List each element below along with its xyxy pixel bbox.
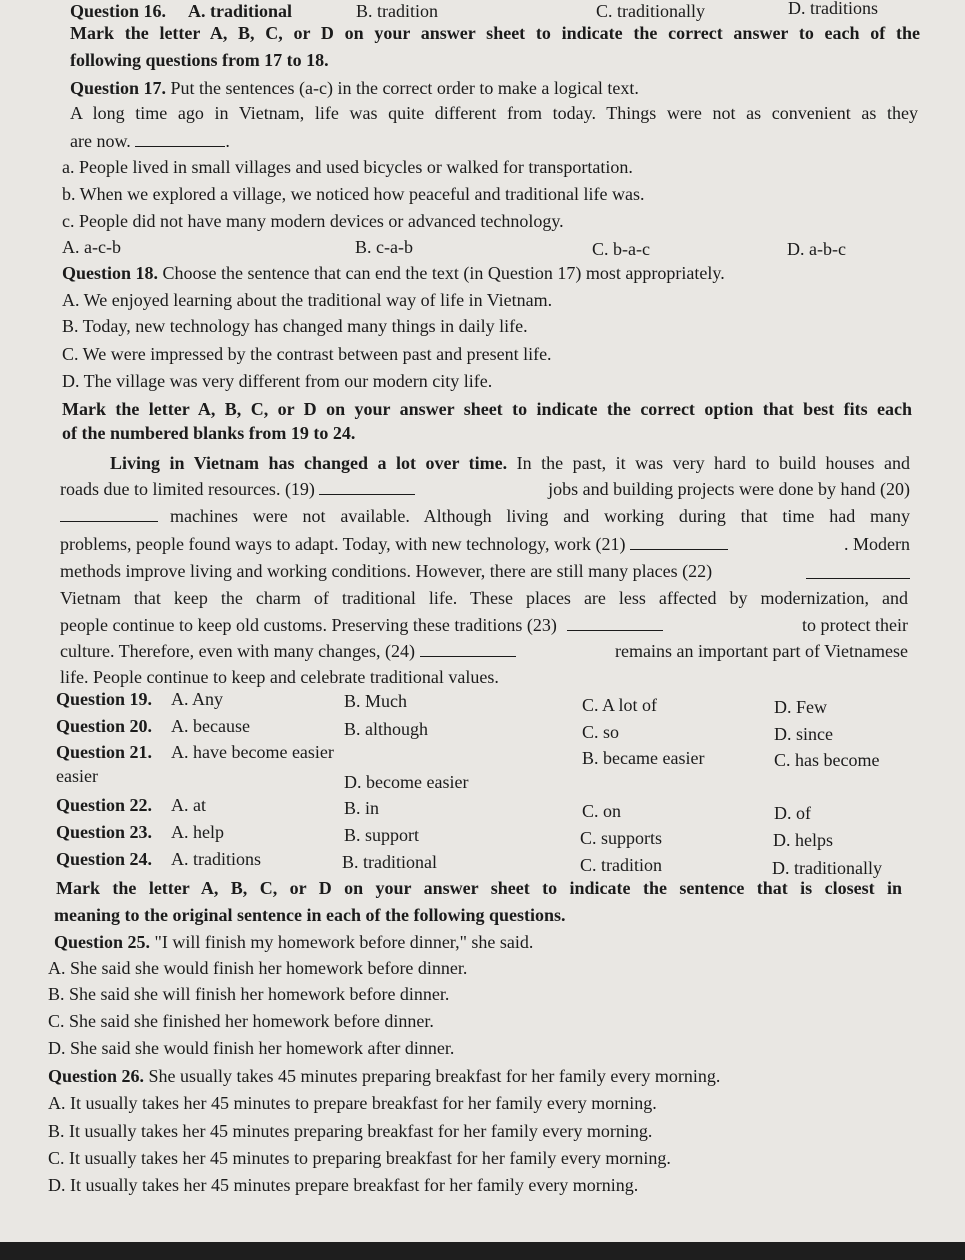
blank-23[interactable] bbox=[567, 616, 663, 631]
passage-line7-start: people continue to keep old customs. Preserving these traditions (23) bbox=[60, 615, 557, 635]
blank-21[interactable] bbox=[630, 535, 728, 550]
q26-option-a[interactable]: A. It usually takes her 45 minutes to prepare breakfast for her family every morning. bbox=[48, 1093, 657, 1113]
q17-text-line2-start: are now. bbox=[70, 131, 131, 151]
q25-option-a[interactable]: A. She said she would finish her homework before dinner. bbox=[48, 958, 468, 978]
q18-option-d[interactable]: D. The village was very different from our modern city life. bbox=[62, 371, 493, 391]
q16-option-c[interactable]: C. traditionally bbox=[596, 1, 705, 21]
passage-line6: Vietnam that keep the charm of traditional life. These places are less affected by modernization, and bbox=[60, 588, 908, 608]
q19-option-b[interactable]: B. Much bbox=[344, 691, 407, 711]
q17-item-a: a. People lived in small villages and used bicycles or walked for transportation. bbox=[62, 157, 633, 177]
passage-line1-text: In the past, it was very hard to build houses and bbox=[516, 453, 911, 473]
q24-option-a[interactable]: A. traditions bbox=[171, 849, 261, 869]
q16-option-a[interactable] bbox=[188, 0, 292, 22]
q23-option-c[interactable]: C. supports bbox=[580, 828, 663, 848]
q17-item-b: b. When we explored a village, we noticed how peaceful and traditional life was. bbox=[62, 184, 645, 204]
q20-option-b[interactable]: B. although bbox=[344, 719, 428, 739]
q20-option-a[interactable]: A. because bbox=[171, 716, 250, 736]
passage-line3-text: machines were not available. Although living and working during that time had many bbox=[170, 506, 910, 526]
blank-20[interactable] bbox=[60, 507, 158, 522]
q21-option-b[interactable]: B. became easier bbox=[582, 748, 705, 768]
passage-line9: life. People continue to keep and celebrate traditional values. bbox=[60, 667, 499, 687]
q16-option-b[interactable]: B. tradition bbox=[356, 1, 438, 21]
q26-option-d[interactable]: D. It usually takes her 45 minutes prepare breakfast for her family every morning. bbox=[48, 1175, 639, 1195]
q17-option-d[interactable]: D. a-b-c bbox=[787, 239, 846, 259]
q18-stem: Choose the sentence that can end the text (in Question 17) most appropriately. bbox=[162, 263, 725, 283]
section2-instruction-line2: of the numbered blanks from 19 to 24. bbox=[62, 423, 356, 443]
q22-option-a[interactable]: A. at bbox=[171, 795, 206, 815]
q26-option-c[interactable]: C. It usually takes her 45 minutes to preparing breakfast for her family every morning. bbox=[48, 1148, 671, 1168]
q21-option-d[interactable]: D. become easier bbox=[344, 772, 469, 792]
q18-option-c[interactable]: C. We were impressed by the contrast between past and present life. bbox=[62, 344, 552, 364]
q16-option-d[interactable]: D. traditions bbox=[788, 0, 878, 18]
passage-line2-start: roads due to limited resources. (19) bbox=[60, 479, 315, 499]
q23-option-b[interactable]: B. support bbox=[344, 825, 420, 845]
passage-line8 bbox=[60, 640, 908, 662]
q23-option-a[interactable]: A. help bbox=[171, 822, 224, 842]
q18-heading bbox=[62, 262, 725, 284]
q21-option-a[interactable]: A. have become easier bbox=[171, 742, 334, 762]
section1-instruction-line1: Mark the letter A, B, C, or D on your answer sheet to indicate the correct answer to each of the bbox=[70, 23, 920, 43]
q24-option-b[interactable]: B. traditional bbox=[342, 852, 437, 872]
blank-24[interactable] bbox=[420, 642, 516, 657]
passage-line1 bbox=[110, 452, 910, 474]
q19-option-c[interactable]: C. A lot of bbox=[582, 695, 658, 715]
q24-option-c[interactable]: C. tradition bbox=[580, 855, 662, 875]
section2-instruction-line1: Mark the letter A, B, C, or D on your answer sheet to indicate the correct option that best fits each bbox=[62, 399, 912, 419]
q19-label: Question 19. bbox=[56, 689, 153, 709]
q22-option-d[interactable]: D. of bbox=[774, 803, 811, 823]
q17-text-line2-end: . bbox=[225, 131, 230, 151]
section1-instruction-line2: following questions from 17 to 18. bbox=[70, 50, 329, 70]
q22-option-c[interactable]: C. on bbox=[582, 801, 622, 821]
passage-line2 bbox=[60, 478, 910, 500]
q25-heading bbox=[54, 931, 533, 953]
q17-stem: Put the sentences (a-c) in the correct order to make a logical text. bbox=[170, 78, 639, 98]
q26-stem: She usually takes 45 minutes preparing breakfast for her family every morning. bbox=[148, 1066, 721, 1086]
section3-instruction-line1: Mark the letter A, B, C, or D on your answer sheet to indicate the sentence that is closest in bbox=[56, 878, 902, 898]
q18-option-a[interactable]: A. We enjoyed learning about the traditional way of life in Vietnam. bbox=[62, 290, 553, 310]
section3-instruction-line2: meaning to the original sentence in each of the following questions. bbox=[54, 905, 566, 925]
q26-heading bbox=[48, 1065, 720, 1087]
passage-line3 bbox=[60, 505, 910, 527]
q26-option-b[interactable]: B. It usually takes her 45 minutes preparing breakfast for her family every morning. bbox=[48, 1121, 653, 1141]
passage-line7-end: to protect their bbox=[802, 615, 908, 635]
q23-option-d[interactable]: D. helps bbox=[773, 830, 833, 850]
q20-option-c[interactable]: C. so bbox=[582, 722, 620, 742]
passage-line5-text: methods improve living and working conditions. However, there are still many places (22) bbox=[60, 561, 713, 581]
passage-line2-end: jobs and building projects were done by hand (20) bbox=[548, 479, 910, 499]
q17-option-c[interactable]: C. b-a-c bbox=[592, 239, 650, 259]
passage-line5 bbox=[60, 560, 910, 582]
q24-label: Question 24. bbox=[56, 849, 153, 869]
blank-22[interactable] bbox=[806, 564, 910, 579]
q25-option-d[interactable]: D. She said she would finish her homework after dinner. bbox=[48, 1038, 455, 1058]
passage-line7 bbox=[60, 614, 908, 636]
q17-heading bbox=[70, 77, 639, 99]
q17-item-c: c. People did not have many modern devices or advanced technology. bbox=[62, 211, 564, 231]
q23-label: Question 23. bbox=[56, 822, 153, 842]
passage-line8-start: culture. Therefore, even with many changes, (24) bbox=[60, 641, 416, 661]
q16-option-a-text: A. traditional bbox=[188, 1, 293, 21]
q20-label: Question 20. bbox=[56, 716, 153, 736]
q24-option-d[interactable]: D. traditionally bbox=[772, 858, 882, 878]
q25-option-c[interactable]: C. She said she finished her homework before dinner. bbox=[48, 1011, 434, 1031]
q19-option-a[interactable]: A. Any bbox=[171, 689, 224, 709]
q19-option-d[interactable]: D. Few bbox=[774, 697, 827, 717]
q21-option-c[interactable]: C. has become bbox=[774, 750, 880, 770]
q17-text-line2 bbox=[70, 130, 230, 152]
table-edge-strip bbox=[0, 1242, 965, 1260]
q16-label: Question 16. bbox=[70, 1, 167, 21]
q17-blank bbox=[135, 132, 225, 147]
passage-line4 bbox=[60, 533, 910, 555]
passage-line8-end: remains an important part of Vietnamese bbox=[615, 641, 908, 661]
q25-stem: "I will finish my homework before dinner," she said. bbox=[154, 932, 534, 952]
q17-option-a[interactable]: A. a-c-b bbox=[62, 237, 121, 257]
q22-option-b[interactable]: B. in bbox=[344, 798, 380, 818]
passage-line4-end: . Modern bbox=[844, 534, 910, 554]
passage-title: Living in Vietnam has changed a lot over time. bbox=[110, 453, 508, 473]
q18-label: Question 18. bbox=[62, 263, 159, 283]
q17-text-line1: A long time ago in Vietnam, life was quite different from today. Things were not as convenient as they bbox=[70, 103, 918, 123]
q21-label: Question 21. bbox=[56, 742, 153, 762]
q17-option-b[interactable]: B. c-a-b bbox=[355, 237, 413, 257]
q22-label: Question 22. bbox=[56, 795, 153, 815]
q17-label: Question 17. bbox=[70, 78, 167, 98]
q25-option-b[interactable]: B. She said she will finish her homework before dinner. bbox=[48, 984, 450, 1004]
q18-option-b[interactable]: B. Today, new technology has changed many things in daily life. bbox=[62, 316, 528, 336]
blank-19[interactable] bbox=[319, 480, 415, 495]
q20-option-d[interactable]: D. since bbox=[774, 724, 833, 744]
q21-option-c-wrap[interactable]: easier bbox=[56, 766, 98, 786]
passage-line4-start: problems, people found ways to adapt. Today, with new technology, work (21) bbox=[60, 534, 626, 554]
q26-label: Question 26. bbox=[48, 1066, 145, 1086]
q25-label: Question 25. bbox=[54, 932, 151, 952]
